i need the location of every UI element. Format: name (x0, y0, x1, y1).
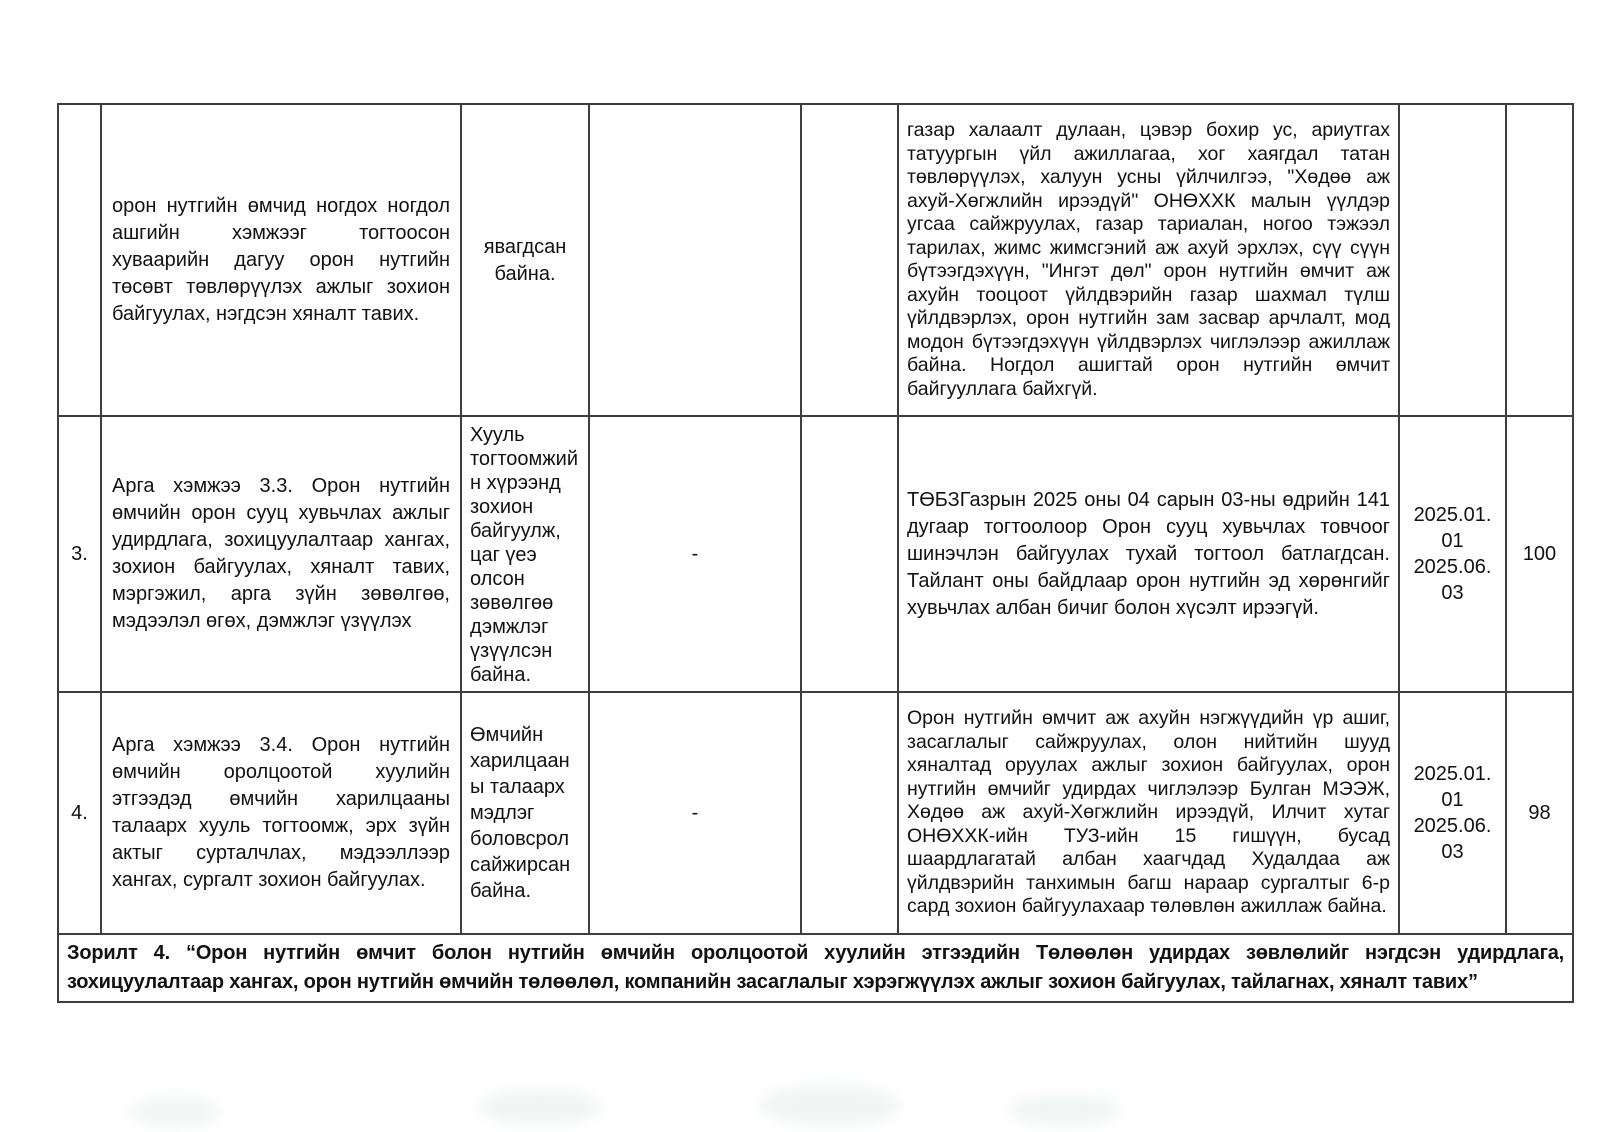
empty-cell (801, 416, 898, 692)
table-row (58, 416, 1573, 692)
outcome-cell (461, 104, 589, 416)
result-text: Орон нутгийн өмчит аж ахуйн нэгжүүдийн үр ашиг, засаглалыг сайжруулах, олон нийтийн шууд хяналтад оруулах ажлыг зохион байгуулах, орон нутгийн өмчийг удирдах чиглэлээр Булган МЭЭЖ, Хөдөө аж ахуй-Хөгжлийн ирээдүй, Илчит хутаг ОНӨХХК-ийн ТУЗ-ийн 15 гишүүн, бусад шаардлагатай албан хаагчдад Худалдаа аж үйлдвэрийн танхимын багш нараар сургалтыг 6-р сард зохион байгуулахаар төлөвлөн ажиллаж байна. (907, 707, 1390, 918)
dates-cell (1399, 692, 1506, 934)
date-line: 03 (1441, 841, 1464, 863)
measure-cell (101, 692, 461, 934)
scan-smudge (760, 1085, 900, 1125)
outcome-text: Хууль тогтоомжий н хүрээнд зохион байгуулж, цаг үеэ олсон зөвөлгөө дэмжлэг үзүүлсэн байна. (470, 424, 579, 686)
measure-text: орон нутгийн өмчид ногдох ногдол ашгийн хэмжээг тогтоосон хуваарийн дагуу орон нутгийн төсөвт төвлөрүүлэх ажлыг зохион байгуулах, нэгдсэн хяналт тавих. (112, 194, 450, 325)
goal-footer-text: Зорилт 4. “Орон нутгийн өмчит болон нутгийн өмчийн оролцоотой хуулийн этгээдийн Төлөөлөн удирдах зөвлөлийг нэгдсэн удирдлага, зохицуулалтаар хангах, орон нутгийн өмчийн төлөөлөл, компанийн засаглалыг хэрэгжүүлэх ажлыг зохион байгуулах, тайлагнах, хяналт тавих” (67, 942, 1564, 993)
date-line: 2025.01. (1413, 504, 1492, 526)
result-text: ТӨБЗГазрын 2025 оны 04 сарын 03-ны өдрийн 141 дугаар тогтоолоор Орон сууц хувьчлах товчоог шинэчлэн байгуулах тухай тогтоол батлагдсан. Тайлант оны байдлаар орон нутгийн эд хөрөнгийг хувьчлах албан бичиг болон хүсэлт ирээгүй. (907, 488, 1390, 619)
result-cell (898, 104, 1399, 416)
date-line: 01 (1441, 789, 1464, 811)
outcome-text: Өмчийн харилцаан ы талаарх мэдлэг боловсрол сайжирсан байна. (470, 724, 571, 902)
outcome-cell (461, 692, 589, 934)
measure-text: Арга хэмжээ 3.3. Орон нутгийн өмчийн орон сууц хувьчлах ажлыг удирдлага, зохицуулалтаар хангах, зохион байгуулах, хяналт тавих, мэргэжил, арга зүйн зөвөлгөө, мэдээлэл өгөх, дэмжлэг үзүүлэх (112, 475, 450, 632)
percent-cell: 100 (1506, 416, 1573, 692)
empty-cell (801, 104, 898, 416)
row-number-cell: 4. (58, 692, 101, 934)
table-row (58, 692, 1573, 934)
outcome-text: явагдсан байна. (483, 236, 567, 285)
date-line: 03 (1441, 582, 1464, 604)
outcome-cell (461, 416, 589, 692)
report-table (57, 103, 1574, 1003)
date-line: 2025.01. (1413, 763, 1492, 785)
measure-cell (101, 416, 461, 692)
measure-text: Арга хэмжээ 3.4. Орон нутгийн өмчийн оролцоотой хуулийн этгээдэд өмчийн харилцааны талаарх хууль тогтоомж, эрх зүйн актыг сурталчлах, мэдээллээр хангах, сургалт зохион байгуулах. (112, 734, 450, 891)
row-number-cell: 3. (58, 416, 101, 692)
result-cell (898, 692, 1399, 934)
scan-smudge (480, 1090, 600, 1124)
row-number-cell (58, 104, 101, 416)
result-text: газар халаалт дулаан, цэвэр бохир ус, ариутгах татуургын үйл ажиллагаа, хог хаягдал татан төвлөрүүлэх, халуун усны үйлчилгээ, "Хөдөө аж ахуй-Хөгжлийн ирээдүй" ОНӨХХК малын үүлдэр угсаа сайжруулах, газар тариалан, ногоо тэжээл тарилах, жимс жимсгэний аж ахуй эрхлэх, сүү сүүн бүтээгдэхүүн, "Ингэт дөл" орон нутгийн өмчит аж ахуйн тооцоот үйлдвэрийн газар шахмал түлш үйлдвэрлэх, орон нутгийн зам засвар арчлалт, мод модон бүтээгдэхүүн үйлдвэрлэх чиглэлээр ажиллаж байна. Ногдол ашигтай орон нутгийн өмчит байгууллага байхгүй. (907, 119, 1390, 400)
scan-smudge (130, 1098, 220, 1126)
dash-cell: - (589, 416, 801, 692)
result-cell (898, 416, 1399, 692)
percent-cell: 98 (1506, 692, 1573, 934)
dates-cell (1399, 416, 1506, 692)
measure-cell (101, 104, 461, 416)
date-line: 2025.06. (1413, 815, 1492, 837)
dates-cell (1399, 104, 1506, 416)
dash-cell: - (589, 692, 801, 934)
table-row (58, 934, 1573, 1002)
date-line: 01 (1441, 530, 1464, 552)
percent-cell (1506, 104, 1573, 416)
table-row (58, 104, 1573, 416)
date-line: 2025.06. (1413, 556, 1492, 578)
scan-smudge (1010, 1095, 1120, 1125)
dash-cell (589, 104, 801, 416)
empty-cell (801, 692, 898, 934)
goal-footer-cell (58, 934, 1573, 1002)
